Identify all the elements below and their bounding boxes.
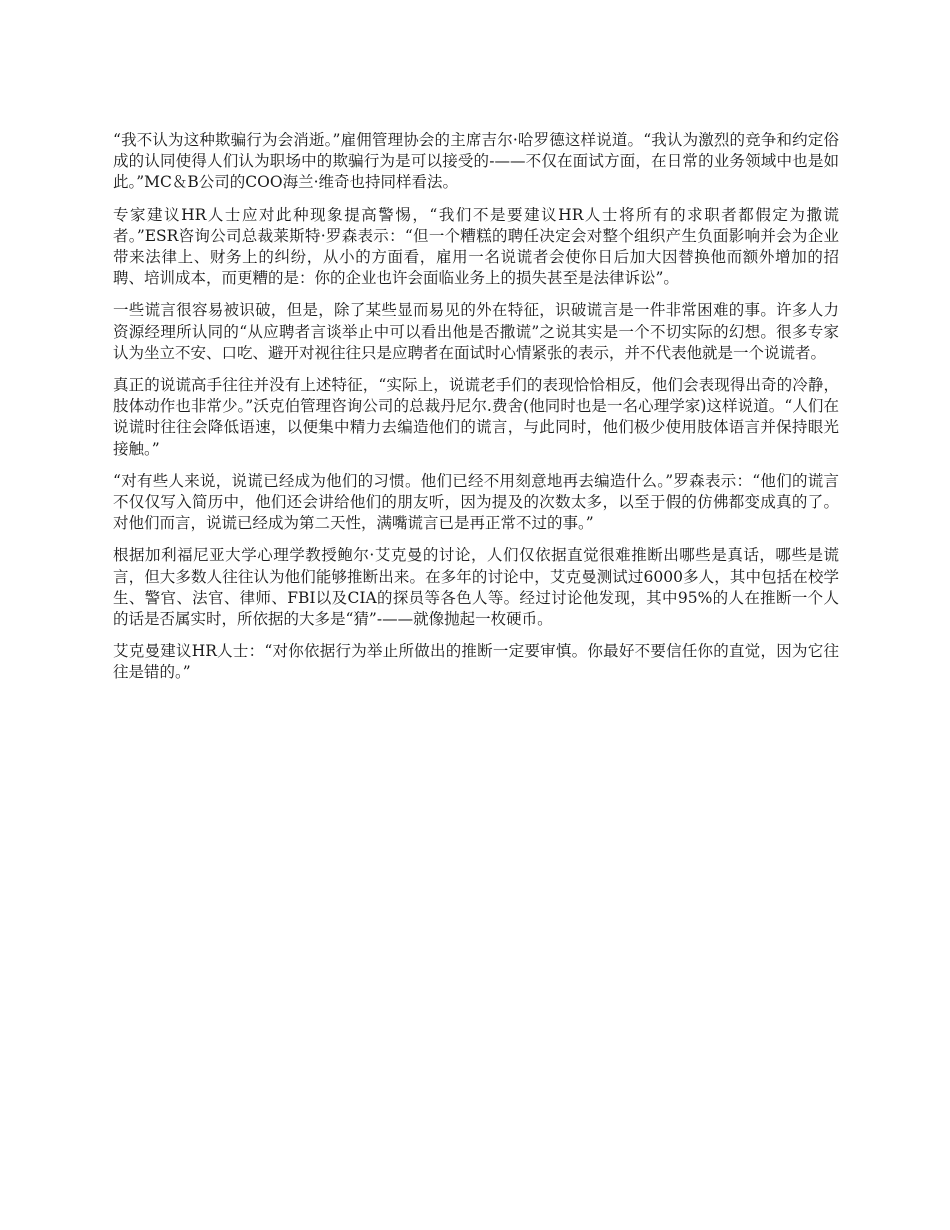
paragraph-6: 根据加利福尼亚大学心理学教授鲍尔·艾克曼的讨论，人们仅依据直觉很难推断出哪些是真话，哪些是谎言，但大多数人往往认为他们能够推断出来。在多年的讨论中，艾克曼测试过6000多人，其中包括在校学生、警官、法官、律师、FBI以及CIA的探员等各色人等。经过讨论他发现，其中95%的人在推断一个人的话是否属实时，所依据的大多是“猜”-——就像抛起一枚硬币。	[113, 546, 839, 629]
paragraph-7: 艾克曼建议HR人士：“对你依据行为举止所做出的推断一定要审慎。你最好不要信任你的直觉，因为它往往是错的。”	[113, 642, 839, 682]
paragraph-4: 真正的说谎高手往往并没有上述特征，“实际上，说谎老手们的表现恰恰相反，他们会表现得出奇的冷静，肢体动作也非常少。”沃克伯管理咨询公司的总裁丹尼尔.费舍(他同时也是一名心理学家)这样说道。“人们在说谎时往往会降低语速，以便集中精力去编造他们的谎言，与此同时，他们极少使用肢体语言并保持眼光接触。”	[113, 376, 839, 458]
paragraph-1: “我不认为这种欺骗行为会消逝。”雇佣管理协会的主席吉尔·哈罗德这样说道。“我认为激烈的竞争和约定俗成的认同使得人们认为职场中的欺骗行为是可以接受的-——不仅在面试方面，在日常的业务领域中也是如此。”MC＆B公司的COO海兰·维奇也持同样看法。	[113, 131, 839, 192]
paragraph-5: “对有些人来说，说谎已经成为他们的习惯。他们已经不用刻意地再去编造什么。”罗森表示：“他们的谎言不仅仅写入简历中，他们还会讲给他们的朋友听，因为提及的次数太多，以至于假的仿佛都变成真的了。对他们而言，说谎已经成为第二天性，满嘴谎言已是再正常不过的事。”	[113, 471, 839, 533]
paragraph-3: 一些谎言很容易被识破，但是，除了某些显而易见的外在特征，识破谎言是一件非常困难的事。许多人力资源经理所认同的“从应聘者言谈举止中可以看出他是否撒谎”之说其实是一个不切实际的幻想。很多专家认为坐立不安、口吃、避开对视往往只是应聘者在面试时心情紧张的表示，并不代表他就是一个说谎者。	[113, 301, 839, 362]
paragraph-2: 专家建议HR人士应对此种现象提高警惕，“我们不是要建议HR人士将所有的求职者都假定为撒谎者。”ESR咨询公司总裁莱斯特·罗森表示：“但一个糟糕的聘任决定会对整个组织产生负面影响并会为企业带来法律上、财务上的纠纷，从小的方面看，雇用一名说谎者会使你日后加大因替换他而额外增加的招聘、培训成本，而更糟的是：你的企业也许会面临业务上的损失甚至是法律诉讼”。	[113, 205, 839, 288]
document-body	[113, 130, 839, 695]
